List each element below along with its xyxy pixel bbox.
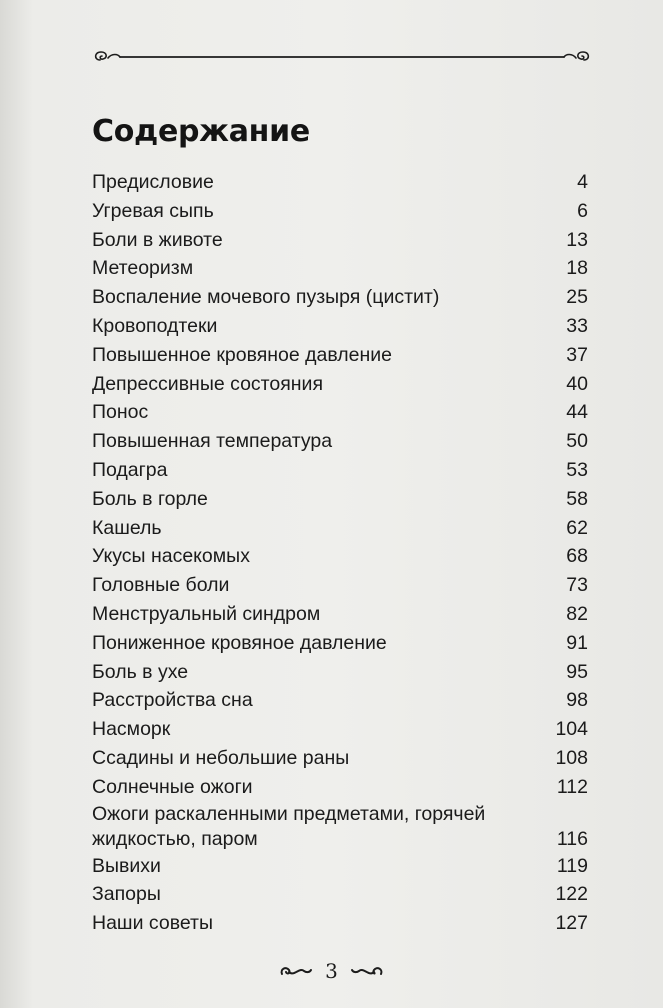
toc-entry-title: Вывихи [92, 854, 161, 877]
toc-entry-page: 112 [556, 775, 588, 798]
toc-entry-title: Расстройства сна [92, 689, 253, 712]
toc-entry-title: Боли в животе [92, 228, 223, 251]
toc-entry-title: Насморк [92, 718, 171, 741]
toc-entry-page: 58 [566, 487, 588, 510]
toc-entry [92, 341, 588, 370]
toc-entry [92, 571, 588, 600]
toc-entry [92, 312, 588, 341]
page-footer [0, 955, 663, 987]
toc-entry-page: 95 [566, 660, 588, 683]
toc-entry-page: 25 [566, 286, 588, 309]
toc-entry-page: 6 [577, 199, 588, 222]
toc-entry [92, 197, 588, 226]
toc-entry [92, 542, 588, 571]
toc-entry-page: 108 [555, 746, 588, 769]
toc-entry-title: Понос [92, 401, 149, 424]
toc-entry [92, 254, 588, 283]
toc-entry [92, 514, 588, 543]
toc-entry-page: 18 [566, 257, 588, 280]
page-number: 3 [325, 959, 338, 983]
toc-entry-title: Депрессивные состояния [92, 372, 324, 395]
toc-entry-title: Ссадины и небольшие раны [92, 746, 350, 769]
toc-entry-title: Кашель [92, 516, 162, 539]
toc-entry [92, 852, 588, 881]
toc-entry-title: Метеоризм [92, 257, 194, 280]
toc-entry-page: 44 [566, 401, 588, 424]
toc-entry-title: Солнечные ожоги [92, 775, 253, 798]
toc-entry-title: Укусы насекомых [92, 545, 250, 568]
toc-entry-title: Ожоги раскаленными предметами, горячей жидкостью, паром [92, 802, 486, 850]
toc-entry-title: Боль в горле [92, 487, 208, 510]
toc-entry [92, 485, 588, 514]
toc-entry-page: 122 [555, 883, 588, 906]
toc-entry-title: Подагра [92, 458, 168, 481]
toc-entry-page: 98 [566, 689, 588, 712]
toc-entry [92, 880, 588, 909]
toc-entry [92, 715, 588, 744]
toc-entry [92, 370, 588, 399]
toc-entry-page: 68 [566, 545, 588, 568]
toc-entry-page: 104 [555, 718, 588, 741]
toc-entry [92, 427, 588, 456]
toc-entry-page: 91 [566, 631, 588, 654]
toc-entry-page: 127 [555, 912, 588, 935]
toc-entry [92, 744, 588, 773]
toc-entry-title: Головные боли [92, 574, 230, 597]
toc-entry-title: Наши советы [92, 912, 213, 935]
toc-entry [92, 456, 588, 485]
toc-entry-title: Угревая сыпь [92, 199, 214, 222]
toc-entry-title: Повышенная температура [92, 430, 333, 453]
toc-entry-title: Повышенное кровяное давление [92, 343, 393, 366]
toc-entry-page: 116 [556, 827, 588, 850]
table-of-contents [92, 168, 588, 938]
toc-entry-page: 82 [566, 602, 588, 625]
swirl-ornament-icon [279, 963, 313, 979]
toc-entry-title: Пониженное кровяное давление [92, 631, 387, 654]
swirl-ornament-icon [350, 963, 384, 979]
toc-entry-title: Кровоподтеки [92, 314, 218, 337]
toc-entry-page: 37 [566, 343, 588, 366]
toc-entry-page: 119 [556, 854, 588, 877]
toc-entry-title: Менструальный синдром [92, 602, 321, 625]
toc-entry-page: 73 [566, 574, 588, 597]
toc-entry-title: Боль в ухе [92, 660, 189, 683]
toc-entry-title: Воспаление мочевого пузыря (цистит) [92, 286, 440, 309]
toc-entry-page: 33 [566, 314, 588, 337]
ornamental-rule-icon [92, 46, 592, 68]
toc-entry [92, 398, 588, 427]
toc-entry [92, 226, 588, 255]
toc-entry-title: Предисловие [92, 171, 214, 193]
toc-entry-page: 40 [566, 372, 588, 395]
toc-entry-page: 4 [577, 171, 588, 193]
toc-entry [92, 283, 588, 312]
toc-entry-page: 53 [566, 458, 588, 481]
toc-entry [92, 600, 588, 629]
toc-entry [92, 909, 588, 938]
toc-entry-title: Запоры [92, 883, 161, 906]
toc-entry [92, 629, 588, 658]
toc-entry [92, 686, 588, 715]
toc-entry [92, 168, 588, 197]
page-title: Содержание [92, 114, 310, 149]
toc-entry-page: 50 [566, 430, 588, 453]
toc-entry [92, 658, 588, 687]
toc-entry [92, 773, 588, 802]
toc-entry [92, 802, 588, 852]
toc-entry-page: 62 [566, 516, 588, 539]
toc-entry-page: 13 [566, 228, 588, 251]
